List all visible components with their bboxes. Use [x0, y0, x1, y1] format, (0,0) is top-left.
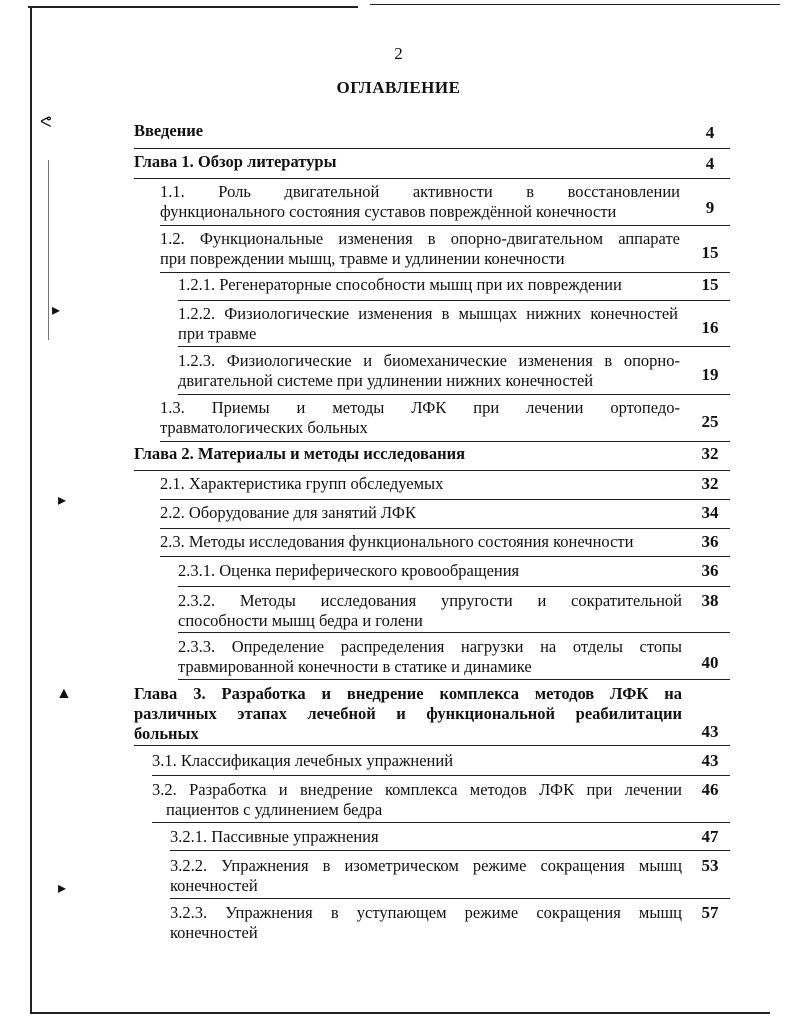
toc-entry-line: травматологических больных: [160, 418, 368, 437]
toc-entry-line: при травме: [178, 324, 257, 343]
toc-entry-line: пациентов с удлинением бедра: [166, 800, 383, 819]
toc-entry-text: 1.2.1. Регенераторные способности мышц при их повреждении: [178, 275, 622, 294]
toc-entry-page: 25: [701, 412, 719, 431]
toc-entry-page: 36: [701, 532, 719, 551]
sep-11: [160, 528, 730, 529]
toc-entry-line: 1.1. Роль двигательной активности в восстановлении: [160, 182, 680, 201]
toc-entry-text: Глава 1. Обзор литературы: [134, 152, 337, 171]
toc-entry-page: 15: [701, 275, 719, 294]
sep-17: [152, 775, 730, 776]
toc-entry-line: 1.2.3. Физиологические и биомеханические изменения в опорно-: [178, 351, 680, 370]
toc-entry-text: 2.2. Оборудование для занятий ЛФК: [160, 503, 416, 522]
toc-entry-page: 47: [701, 827, 719, 846]
toc-entry-page: 32: [701, 444, 719, 463]
toc-entry-line: функционального состояния суставов повреждённой конечности: [160, 202, 617, 221]
toc-entry-text: 3.1. Классификация лечебных упражнений: [152, 751, 454, 770]
scan-border-bottom: [30, 1012, 770, 1014]
toc-entry-page: 32: [701, 474, 719, 493]
toc-entry-line: Глава 3. Разработка и внедрение комплекса методов ЛФК на: [134, 684, 682, 703]
sep-9: [134, 470, 730, 471]
sep-13: [178, 586, 730, 587]
sep-12: [160, 556, 730, 557]
toc-entry-page: 9: [705, 198, 715, 217]
toc-entry-line: 2.3.2. Методы исследования упругости и сократительной: [178, 591, 682, 610]
sep-20: [170, 898, 730, 899]
sep-3: [160, 225, 730, 226]
sep-1: [134, 148, 730, 149]
toc-entry-page: 43: [701, 722, 719, 741]
toc-entry-line: больных: [134, 724, 199, 743]
toc-entry-page: 15: [701, 243, 719, 262]
toc-entry-line: конечностей: [170, 923, 258, 942]
scan-border-top-right: [370, 4, 780, 5]
toc-entry-page: 36: [701, 561, 719, 580]
toc-entry-page: 57: [701, 903, 719, 922]
toc-entry-page: 46: [701, 780, 719, 799]
toc-entry-line: конечностей: [170, 876, 258, 895]
sep-10: [160, 499, 730, 500]
toc-entry-line: 3.2. Разработка и внедрение комплекса методов ЛФК при лечении: [152, 780, 682, 799]
toc-entry-page: 53: [701, 856, 719, 875]
toc-entry-line: 3.2.2. Упражнения в изометрическом режиме сокращения мышц: [170, 856, 682, 875]
scan-border-left: [30, 8, 32, 1013]
scan-mark-3: ▸: [58, 492, 67, 509]
sep-18: [152, 822, 730, 823]
toc-entry-line: 3.2.3. Упражнения в уступающем режиме сокращения мышц: [170, 903, 682, 922]
scan-border-left-inner: [48, 160, 49, 340]
toc-entry-page: 40: [701, 653, 719, 672]
sep-2: [134, 178, 730, 179]
scan-mark-2: ▸: [52, 302, 61, 319]
scan-border-top: [28, 6, 358, 8]
toc-entry-text: 2.3. Методы исследования функционального состояния конечности: [160, 532, 634, 551]
toc-entry-line: 1.3. Приемы и методы ЛФК при лечении ортопедо-: [160, 398, 680, 417]
toc-entry-page: 43: [701, 751, 719, 770]
toc-entry-page: 16: [701, 318, 719, 337]
toc-entry-page: 38: [701, 591, 719, 610]
toc-entry-text: 2.3.1. Оценка периферического кровообращения: [178, 561, 520, 580]
toc-entry-page: 4: [705, 154, 715, 173]
sep-8: [160, 441, 730, 442]
toc-entry-text: Глава 2. Материалы и методы исследования: [134, 444, 466, 463]
scan-mark-1: ᕙ: [40, 114, 52, 131]
toc-entry-page: 34: [701, 503, 719, 522]
toc-entry-text: 2.1. Характеристика групп обследуемых: [160, 474, 444, 493]
sep-14: [178, 632, 730, 633]
sep-16: [134, 745, 730, 746]
toc-entry-line: при повреждении мышц, травме и удлинении конечности: [160, 249, 565, 268]
toc-entry-line: различных этапах лечебной и функциональной реабилитации: [134, 704, 682, 723]
toc-entry-text: 3.2.1. Пассивные упражнения: [170, 827, 379, 846]
sep-7: [178, 394, 730, 395]
toc-entry-line: травмированной конечности в статике и динамике: [178, 657, 532, 676]
toc-entry-line: двигательной системе при удлинении нижних конечностей: [178, 371, 594, 390]
toc-entry-page: 19: [701, 365, 719, 384]
sep-19: [170, 850, 730, 851]
sep-15: [178, 679, 730, 680]
scan-mark-5: ▸: [58, 880, 67, 897]
toc-entry-line: способности мышц бедра и голени: [178, 611, 423, 630]
toc-entry-text: Введение: [134, 121, 204, 140]
page-number: 2: [394, 44, 403, 63]
toc-title: ОГЛАВЛЕНИЕ: [336, 78, 461, 97]
sep-6: [178, 346, 730, 347]
toc-entry-page: 4: [705, 123, 715, 142]
toc-entry-line: 1.2. Функциональные изменения в опорно-двигательном аппарате: [160, 229, 680, 248]
toc-entry-line: 1.2.2. Физиологические изменения в мышцах нижних конечностей: [178, 304, 678, 323]
sep-4: [160, 272, 730, 273]
sep-5: [178, 300, 730, 301]
toc-entry-line: 2.3.3. Определение распределения нагрузки на отделы стопы: [178, 637, 682, 656]
scan-mark-4: ▲: [56, 685, 72, 702]
